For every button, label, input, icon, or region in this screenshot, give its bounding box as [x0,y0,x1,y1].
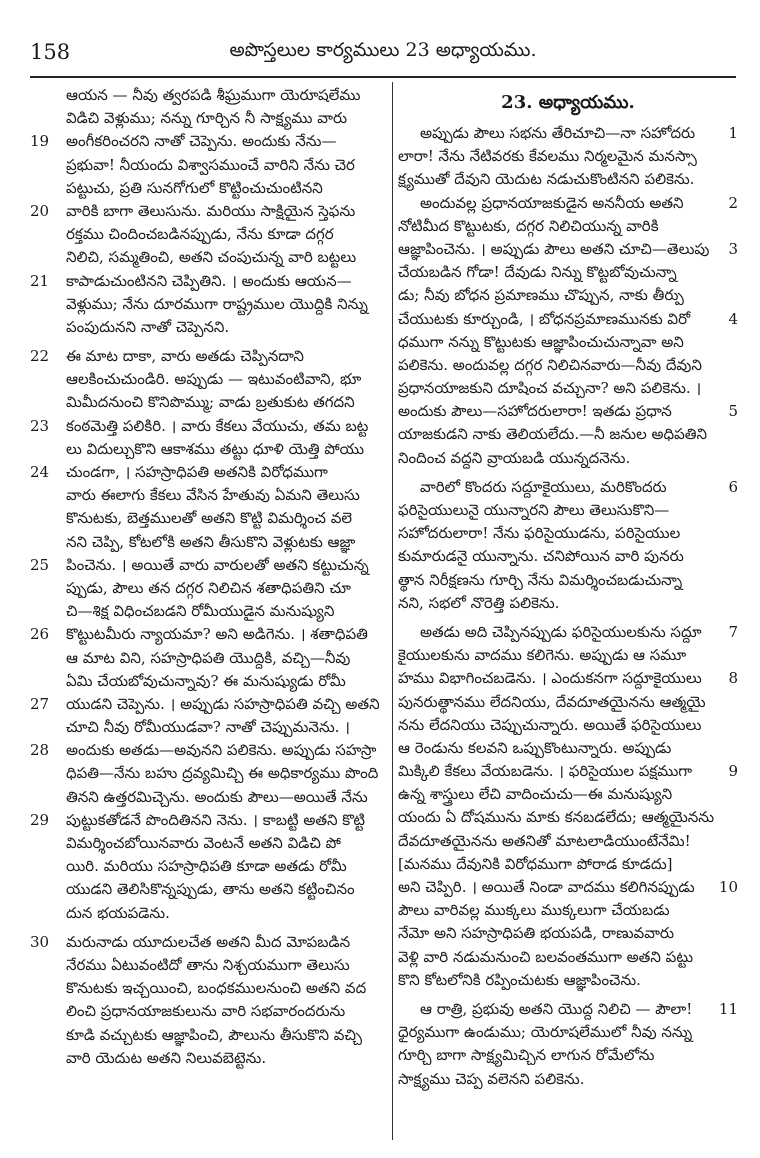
right-column [398,84,738,1091]
text-line [30,809,386,832]
running-head: అపొస్తలుల కార్యములు 23 అధ్యాయము. [229,38,537,61]
line-text: నేరము ఏటువంటిదో తాను నిశ్చయముగా తెలుసు [66,955,350,974]
line-text: అతడు అది చెప్పినప్పుడు ఫరిసైయులకును సద్దూ [420,622,702,641]
text-line [30,316,386,339]
line-text: కొని కోటలోనికి రప్పించుటకు ఆజ్ఞాపించెను. [398,970,641,989]
verse-number: 11 [718,999,738,1018]
text-line [398,354,738,377]
line-text: త్థాన నిరీక్షణను గూర్చి నేను విమర్శించబడుచున్నా [398,570,683,589]
text-line [398,377,738,400]
verse-number: 30 [30,932,50,951]
line-text: చేయబడిన గోడా! దేవుడు నిన్ను కొట్టబోవుచున్నా [398,263,677,282]
line-text: పుట్టుకతోడనే పొందితినని నెను. । కాబట్టి అతని కొట్టి [66,810,365,829]
line-text: గూర్చి బాగా సాక్ష్యమిచ్చిన లాగున రోమేలోను [398,1046,655,1065]
left-column [30,84,386,1070]
text-line [30,391,386,414]
line-text: చుండగా, । సహస్రాధిపతి అతనికి విరోధముగా [66,463,328,481]
text-line [30,902,386,925]
line-text: ధముగా నన్ను కొట్టుటకు ఆజ్ఞాపించుచున్నావా అని [398,332,684,351]
line-text: వారిలో కొందరు సద్దూకైయులు, మరికొందరు [420,477,667,496]
page-header [30,30,736,74]
text-line [30,1024,386,1047]
verse-number: 4 [728,309,738,328]
text-line [398,969,738,992]
text-line [398,737,738,760]
text-line [398,1068,738,1091]
line-text: నను లేదనియు చెప్పుచున్నారు. అయితే ఫరిసైయులు [398,715,702,734]
line-text: నని, సభలో నొరెత్తి పలికెను. [398,593,560,612]
text-line [398,876,738,899]
text-line [398,423,738,446]
line-text: యుడని చెప్పెను. । అప్పుడు సహస్రాధిపతి వచ్చి అతని [66,694,380,713]
verse-number: 2 [728,193,738,212]
text-line [398,447,738,470]
text-line [398,691,738,714]
line-text: [మనము దేవునికి విరోధముగా పోరాడ కూడదు] [398,854,673,873]
text-line [398,946,738,969]
line-text: కాపాడుచుంటినని చెప్పితిని. । అందుకు ఆయన— [66,271,352,290]
text-line [30,623,386,646]
line-text: మిక్కిలి కేకలు వేయబడెను. । ఫరిసైయుల పక్షముగా [398,762,693,781]
text-line [398,192,738,215]
text-line [398,145,738,168]
line-text: పట్టుచు, ప్రతి సునగోగులో కొట్టించుచుంటినని [66,178,323,197]
text-line [30,438,386,461]
line-text: విమర్శించబోయినవారు వెంటనే అతని విడిచి పో [66,834,341,852]
line-text: యందు ఏ దోషమును మాకు కనబడలేదు; ఆత్మయైనను [398,808,715,827]
line-text: ప్రధానయాజకుని దూషించ వచ్చునా? అని పలికెను. । [398,379,702,398]
line-text: యుడని తెలిసికొన్నప్పుడు, తాను అతని కట్టించినం [66,880,355,899]
line-text: అంగీకరించరని నాతో చెప్పెను. అందుకు నేను— [66,132,337,151]
line-text: కంఠమెత్తి పలికిరి. । వారు కేకలు వేయుచు, తమ బట్ట [66,416,369,435]
verse-number: 19 [30,132,50,151]
line-text: పౌలు వారివల్ల ముక్కలు ముక్కలుగా చేయబడు [398,901,670,920]
text-line [30,716,386,739]
text-line [398,922,738,945]
verse-number: 26 [30,625,50,644]
verse-number: 1 [728,124,738,142]
line-text: నేమో అని సహస్రాధిపతి భయపడి, రాణువవారు [398,924,675,943]
line-text: వారు ఈలాగు కేకలు వేసిన హేతువు ఏమని తెలుసు [66,486,360,505]
verse-number: 5 [728,402,738,421]
line-text: చి—శిక్ష విధించబడని రోమీయుడైన మనుష్యుని [66,602,335,621]
text-line [30,647,386,670]
text-line [398,760,738,783]
line-text: లు విదుల్చుకొని ఆకాశము తట్టు ధూళి యెత్తి పోయు [66,439,365,458]
text-line [398,1044,738,1067]
text-line [398,667,738,690]
verse-number: 6 [728,477,738,496]
line-text: యిరి. మరియు సహస్రాధిపతి కూడా అతడు రోమీ [66,857,347,876]
line-text: వారి యెదుట అతని నిలువబెట్టెను. [66,1048,267,1067]
line-text: నోటిమీద కొట్టుటకు, దగ్గర నిలిచియున్న వారికి [398,216,659,235]
verse-number: 27 [30,694,50,713]
line-text: నని చెప్పి, కోటలోకి అతని తీసుకొని వెళ్లుటకు ఆజ్ఞా [66,532,356,551]
line-text: ఆలకించుచుండిరి. అప్పుడు — ఇటువంటివాని, భూ [66,370,362,389]
verse-number: 7 [728,622,738,641]
verse-number: 28 [30,741,50,760]
text-line [398,238,738,261]
text-line [398,331,738,354]
line-text: ఏమి చేయబోవుచున్నావు? ఈ మనుష్యుడు రోమీ [66,671,346,690]
line-text: అని చెప్పిరి. । అయితే నిండా వాదము కలిగినప్పుడు [398,878,695,896]
line-text: సహోదరులారా! నేను ఫరిసైయుడను, పరిసైయుల [398,524,681,543]
text-line [398,308,738,331]
text-line [30,855,386,878]
line-text: ప్రభువా! నీయందు విశ్వాసముంచే వారిని నేను చెర [66,155,355,174]
text-line [398,853,738,876]
verse-number: 21 [30,271,50,290]
text-line [398,806,738,829]
line-text: తినని ఉత్తరమిచ్చెను. అందుకు పౌలు—అయితే నేను [66,787,368,806]
line-text: ధిపతి—నేను బహు ద్రవ్యమిచ్చి ఈ అధికార్యము పొంది [66,764,379,783]
line-text: లించి ప్రధానయాజకులును వారి సభవారందరును [66,1002,346,1021]
line-text: పంపుదునని నాతో చెప్పెనని. [66,317,230,336]
line-text: పలికెను. అందువల్ల దగ్గర నిలిచినవారు—నీవు దేవుని [398,355,702,374]
line-text: కుమారుడనై యున్నాను. చనిపోయిన వారి పునరు [398,547,684,566]
verse-number: 22 [30,347,50,366]
verse-number: 20 [30,201,50,220]
verse-number: 8 [728,669,738,688]
line-text: పునరుత్థానము లేదనియు, దేవదూతయైనను ఆత్మయై [398,692,706,711]
text-line [30,84,386,107]
line-text: దేవదూతయైనను అతనితో మాటలాడియుంటేనేమి! [398,831,691,850]
text-line [398,644,738,667]
text-line [30,223,386,246]
verse-number: 3 [728,239,738,258]
text-line [398,621,738,644]
text-line [30,977,386,1000]
line-text: ఆ మాట విని, సహస్రాధిపతి యొద్దికి, వచ్చి—నీవు [66,648,351,667]
line-text: విడిచి వెళ్లుము; నన్ను గూర్చిన నీ సాక్ష్యము వారు [66,109,348,128]
text-line [398,592,738,615]
text-line [30,246,386,269]
text-line [30,693,386,716]
chapter-title: 23. అధ్యాయము. [501,92,635,113]
line-text: అందువల్ల ప్రధానయాజకుడైన అననీయ అతని [420,193,684,212]
text-line [398,545,738,568]
line-text: నిలిచి, సమ్మతించి, అతని చంపుచున్న వారి బట్టలు [66,248,357,267]
text-line [30,484,386,507]
line-text: మిమీదనుంచి కొనిపొమ్ము; వాడు బ్రతుకుట తగదని [66,393,355,412]
line-text: అందుకు అతడు—అవునని పలికెను. అప్పుడు సహస్రా [66,741,377,760]
text-line [398,499,738,522]
page-number: 158 [30,40,71,64]
line-text: అప్పుడు పౌలు సభను తేరిచూచి—నా సహోదరు [420,124,696,142]
header-rule [30,76,736,78]
text-line [398,522,738,545]
line-text: పించెను. । అయితే వారు వారులతో అతని కట్టుచున్న [66,555,369,574]
line-text: ఆ రెండును కలవని ఒప్పుకొంటున్నారు. అప్పుడు [398,738,672,757]
text-line [30,1047,386,1070]
text-line [398,476,738,499]
text-line [398,830,738,853]
verse-number: 10 [718,878,738,896]
text-line [398,1021,738,1044]
line-text: కైయులకును వాదము కలిగెను. అప్పుడు ఆ సమూ [398,646,687,665]
text-line [30,832,386,855]
line-text: లారా! నేను నేటివరకు కేవలము నిర్మలమైన మనస్సా [398,147,697,166]
text-line [398,783,738,806]
line-text: రక్తము చిందించబడినప్పుడు, నేను కూడా దగ్గర [66,225,334,244]
text-line [30,177,386,200]
line-text: వెళ్లుము; నేను దూరముగా రాష్ట్రముల యొద్దికి నిన్ను [66,294,368,313]
line-text: నిందించ వద్దని వ్రాయబడి యున్నదనెను. [398,448,631,467]
line-text: ఉన్న శాస్త్రులు లేచి వాదించుచు—ఈ మనుష్యుని [398,785,673,804]
text-line [30,507,386,530]
line-text: ఆయన — నీవు త్వరపడి శీఘ్రముగా యెరూషలేము [66,86,361,104]
line-text: కూడి వచ్చుటకు ఆజ్ఞాపించి, పౌలును తీసుకొని వచ్చి [66,1025,362,1044]
text-line [398,400,738,423]
verse-number: 9 [728,762,738,781]
line-text: వారికి బాగా తెలుసును. మరియు సాక్షియైన స్తెఫను [66,201,356,220]
text-line [30,600,386,623]
line-text: దున భయపడెను. [66,903,170,922]
text-line [30,107,386,130]
line-text: ఆ రాత్రి, ప్రభువు అతని యొద్ద నిలిచి — పౌలా! [420,999,693,1018]
text-line [30,786,386,809]
line-text: ఆజ్ఞాపించెను. । అప్పుడు పౌలు అతని చూచి—తెలుపు [398,239,710,258]
text-line [30,762,386,785]
line-text: కొనుటకు ఇచ్చయించి, బంధకములనుంచి అతని వద [66,979,367,998]
text-line [30,670,386,693]
text-line [30,154,386,177]
line-text: హము విభాగించబడెను. । ఎందుకనగా సద్దూకైయులు [398,669,702,688]
line-text: వెళ్లి వారి నడుమనుంచి బలవంతముగా అతని పట్టు [398,947,694,966]
line-text: సాక్ష్యము చెప్ప వలెనని పలికెను. [398,1069,585,1088]
line-text: చూచి నీవు రోమీయుడవా? నాతో చెప్పుమనెను. । [66,718,350,737]
text-line [30,554,386,577]
line-text: ధైర్యముగా ఉండుము; యెరూషలేములో నీవు నన్ను [398,1023,693,1042]
line-text: కొట్టుటమీరు న్యాయమా? అని అడిగెను. । శతాధిపతి [66,625,368,644]
verse-number: 23 [30,416,50,435]
column-divider [392,82,393,1140]
verse-number: 29 [30,810,50,829]
line-text: యాజకుడని నాకు తెలియలేదు.—నీ జనుల అధిపతిని [398,425,708,444]
text-line [30,577,386,600]
text-line [30,531,386,554]
text-line [30,270,386,293]
line-text: మరునాడు యూదులచేత అతని మీద మోపబడిన [66,932,351,951]
text-line [30,931,386,954]
text-line [30,878,386,901]
text-line [30,130,386,153]
line-text: చేయుటకు కూర్చుండి, । బోధనప్రమాణమునకు విరో [398,309,691,328]
line-text: డు; నీవు బోధన ప్రమాణము చొప్పున, నాకు తీర్పు [398,286,684,305]
text-line [398,215,738,238]
line-text: ఫరిసైయులునై యున్నారని పౌలు తెలుసుకొని— [398,501,670,519]
text-line [30,1000,386,1023]
text-line [30,461,386,484]
text-line [398,998,738,1021]
text-line [30,415,386,438]
text-line [398,168,738,191]
right-column-lines [398,122,738,1091]
text-line [30,368,386,391]
text-line [30,954,386,977]
text-line [398,261,738,284]
line-text: ఈ మాట దాకా, వారు అతడు చెప్పినదాని [66,347,304,366]
line-text: ప్పుడు, పౌలు తన దగ్గర నిలిచిన శతాధిపతిని చూ [66,578,351,597]
text-line [30,293,386,316]
line-text: కొనుటకు, బెత్తములతో అతని కొట్టి విమర్శించ వలె [66,509,353,528]
verse-number: 25 [30,555,50,574]
text-line [30,200,386,223]
text-line [398,569,738,592]
text-line [30,739,386,762]
text-line [398,899,738,922]
line-text: అందుకు పౌలు—సహోదరులారా! ఇతడు ప్రధాన [398,402,672,421]
line-text: క్ష్యముతో దేవుని యెదుట నడుచుకొంటినని పలికెను. [398,170,695,189]
text-line [398,284,738,307]
verse-number: 24 [30,463,50,481]
text-line [30,345,386,368]
text-line [398,714,738,737]
text-line [398,122,738,145]
